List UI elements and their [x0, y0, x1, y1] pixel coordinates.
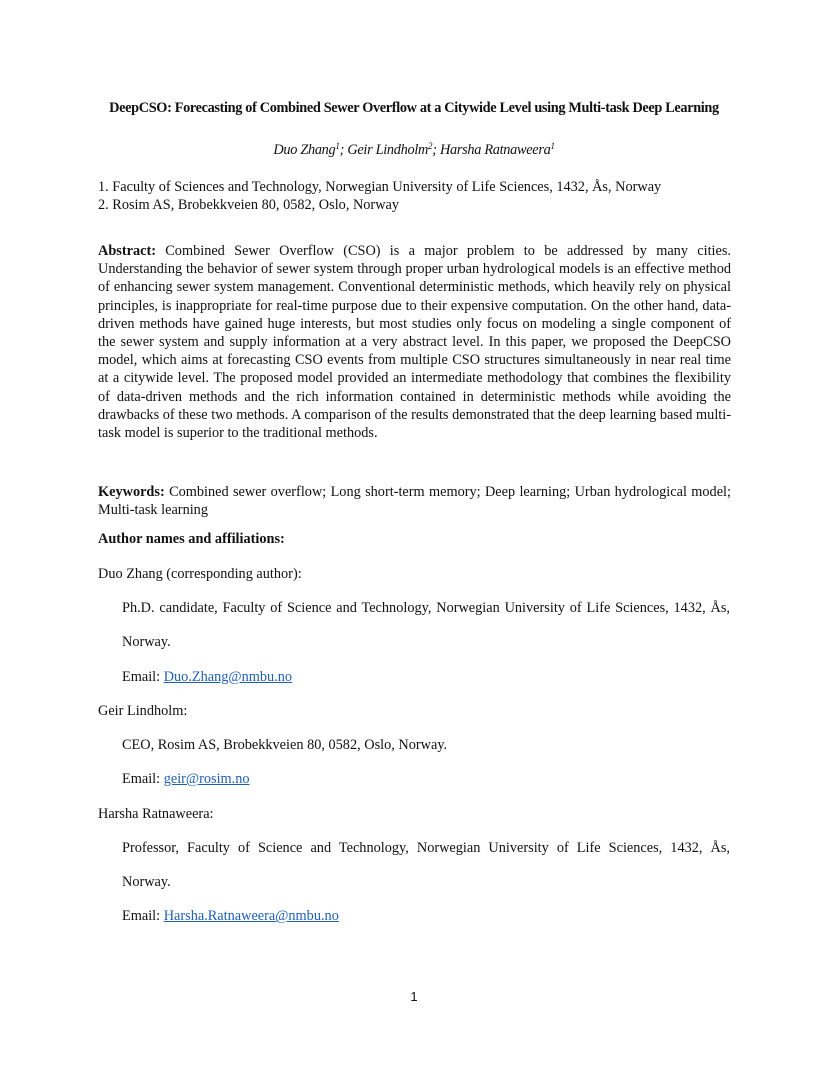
author-duo-affiliation-cont: Norway.	[122, 634, 171, 650]
author-name: Geir Lindholm	[347, 142, 429, 158]
keywords-label: Keywords:	[98, 484, 165, 500]
affiliation-2: 2. Rosim AS, Brobekkveien 80, 0582, Oslo, Norway	[98, 197, 400, 213]
author-affiliation-mark: 1	[335, 141, 340, 151]
author-list	[60, 141, 768, 159]
keywords	[98, 483, 731, 519]
abstract-label: Abstract:	[98, 243, 156, 259]
author-separator: ;	[432, 142, 440, 158]
email-label: Email:	[122, 908, 164, 924]
paper-title: DeepCSO: Forecasting of Combined Sewer Overflow at a Citywide Level using Multi-task Deep Learning	[109, 100, 719, 116]
email-label: Email:	[122, 771, 164, 787]
author-geir-affiliation: CEO, Rosim AS, Brobekkveien 80, 0582, Oslo, Norway.	[122, 737, 448, 753]
author-separator: ;	[339, 142, 348, 158]
author-section-heading: Author names and affiliations:	[98, 531, 285, 547]
duo-email-link[interactable]: Duo.Zhang@nmbu.no	[163, 669, 293, 685]
author-harsha-name: Harsha Ratnaweera:	[98, 806, 214, 822]
author-affiliation-mark: 2	[428, 141, 433, 151]
author-harsha-affiliation: Professor, Faculty of Science and Technology, Norwegian University of Life Sciences, 1432, Ås,	[122, 840, 730, 856]
geir-email-link[interactable]: geir@rosim.no	[163, 771, 250, 787]
harsha-email-link[interactable]: Harsha.Ratnaweera@nmbu.no	[163, 908, 339, 924]
abstract	[98, 242, 731, 442]
author-harsha-email-line	[122, 907, 339, 925]
author-geir-email-line	[122, 770, 250, 788]
abstract-text: Combined Sewer Overflow (CSO) is a major problem to be addressed by many cities. Understanding the behavior of sewer system through proper urban hydrological models is an effective method of enhancing sewer system management. Conventional deterministic methods, which heavily rely on physical principles, is inappropriate for real-time purpose due to their expensive computation. On the other hand, data-driven methods have gained huge interests, but most studies only focus on modeling a single component of the sewer system and supply information at a very abstract level. In this paper, we proposed the DeepCSO model, which aims at forecasting CSO events from multiple CSO structures simultaneously in near real time at a citywide level. The proposed model provided an intermediate methodology that combines the flexibility of data-driven methods and the rich information contained in deterministic methods while avoiding the drawbacks of these two methods. A comparison of the results demonstrated that the deep learning based multi-task model is superior to the traditional methods.	[98, 243, 732, 442]
author-name: Duo Zhang	[273, 142, 336, 158]
author-name: Harsha Ratnaweera	[439, 142, 551, 158]
author-affiliation-mark: 1	[550, 141, 555, 151]
author-duo-affiliation: Ph.D. candidate, Faculty of Science and Technology, Norwegian University of Life Sciences, 1432, Ås,	[122, 600, 730, 616]
author-harsha-affiliation-cont: Norway.	[122, 874, 171, 890]
author-duo-email-line	[122, 668, 292, 686]
keywords-text: Combined sewer overflow; Long short-term memory; Deep learning; Urban hydrological model; Multi-task learning	[98, 484, 731, 519]
author-duo-name: Duo Zhang (corresponding author):	[98, 566, 302, 582]
author-geir-name: Geir Lindholm:	[98, 703, 188, 719]
page-number: 1	[410, 989, 418, 1004]
affiliation-1: 1. Faculty of Sciences and Technology, Norwegian University of Life Sciences, 1432, Ås, Norway	[98, 179, 662, 195]
email-label: Email:	[122, 669, 164, 685]
